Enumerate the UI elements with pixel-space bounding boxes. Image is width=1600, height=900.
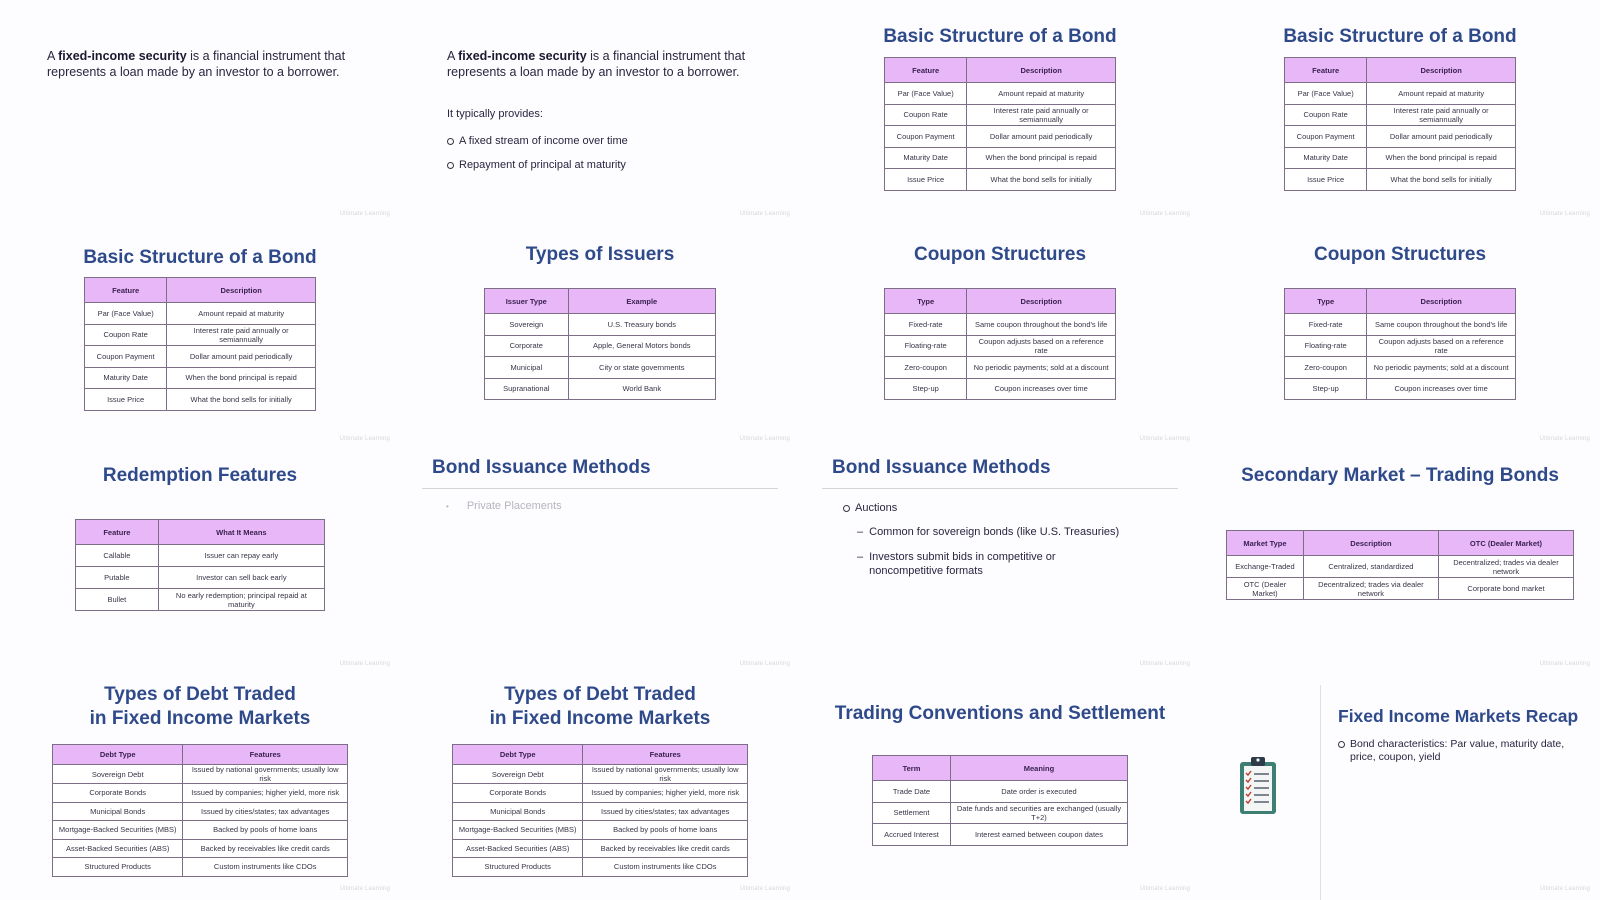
column-header: Features bbox=[583, 745, 748, 765]
table-row bbox=[873, 824, 1128, 846]
intro-paragraph: A fixed-income security is a financial instrument that represents a loan made by an investor to a borrower. bbox=[447, 49, 746, 79]
table-row bbox=[53, 784, 348, 803]
table-row bbox=[1285, 147, 1516, 169]
table-row bbox=[53, 802, 348, 821]
table-cell: Maturity Date bbox=[85, 367, 167, 389]
bullet-icon bbox=[447, 162, 454, 169]
table-cell: What the bond sells for initially bbox=[967, 169, 1116, 191]
table-row bbox=[885, 169, 1116, 191]
table-cell: Decentralized; trades via dealer network bbox=[1438, 556, 1573, 578]
table-cell: No periodic payments; sold at a discount bbox=[967, 357, 1116, 379]
table-cell: Decentralized; trades via dealer network bbox=[1303, 578, 1438, 600]
table-row bbox=[1285, 314, 1516, 336]
slide-title: Basic Structure of a Bond bbox=[883, 26, 1117, 47]
list-item: Repayment of principal at maturity bbox=[447, 159, 626, 171]
slide-debt-types-1[interactable] bbox=[0, 675, 400, 900]
table-cell: Interest earned between coupon dates bbox=[950, 824, 1127, 846]
table-cell: Municipal Bonds bbox=[53, 802, 183, 821]
watermark: Ultimate Learning bbox=[739, 211, 790, 217]
table-row bbox=[453, 839, 748, 858]
table-row bbox=[1285, 169, 1516, 191]
table-cell: Corporate Bonds bbox=[453, 784, 583, 803]
table-cell: Bullet bbox=[76, 589, 159, 611]
table-cell: Coupon Rate bbox=[885, 104, 967, 126]
column-header: Feature bbox=[885, 58, 967, 83]
slide-title: Coupon Structures bbox=[1313, 244, 1487, 265]
table-cell: Dollar amount paid periodically bbox=[167, 346, 316, 368]
table-cell: Settlement bbox=[873, 802, 951, 824]
dash-icon: – bbox=[857, 551, 864, 563]
table-cell: Corporate Bonds bbox=[53, 784, 183, 803]
table-cell: Sovereign bbox=[485, 314, 569, 336]
table-row bbox=[76, 567, 325, 589]
table-cell: Coupon adjusts based on a reference rate bbox=[1367, 335, 1516, 357]
table-cell: Interest rate paid annually or semiannually bbox=[167, 324, 316, 346]
watermark: Ultimate Learning bbox=[739, 661, 790, 667]
slide-title: Basic Structure of a Bond bbox=[1283, 26, 1517, 47]
column-header: OTC (Dealer Market) bbox=[1438, 531, 1573, 556]
table-cell: Putable bbox=[76, 567, 159, 589]
table-cell: Sovereign Debt bbox=[53, 765, 183, 784]
table-cell: When the bond principal is repaid bbox=[1367, 147, 1516, 169]
watermark: Ultimate Learning bbox=[1539, 886, 1590, 892]
table-header-row bbox=[85, 278, 316, 303]
table-cell: City or state governments bbox=[568, 357, 715, 379]
slide-bond-structure-1[interactable] bbox=[800, 0, 1200, 225]
slide-intro-2[interactable] bbox=[400, 0, 800, 225]
table-cell: Exchange-Traded bbox=[1227, 556, 1304, 578]
table-row bbox=[1285, 83, 1516, 105]
column-header: Type bbox=[1285, 289, 1367, 314]
column-header: Feature bbox=[85, 278, 167, 303]
table-row bbox=[85, 303, 316, 325]
table-cell: Issued by cities/states; tax advantages bbox=[183, 802, 348, 821]
table-row bbox=[1285, 104, 1516, 126]
table-cell: Date order is executed bbox=[950, 781, 1127, 803]
table-cell: Floating-rate bbox=[1285, 335, 1367, 357]
watermark: Ultimate Learning bbox=[339, 661, 390, 667]
watermark: Ultimate Learning bbox=[339, 436, 390, 442]
table-cell: Accrued Interest bbox=[873, 824, 951, 846]
table-cell: Issue Price bbox=[1285, 169, 1367, 191]
table-cell: U.S. Treasury bonds bbox=[568, 314, 715, 336]
slide-coupon-1[interactable] bbox=[800, 225, 1200, 450]
table-cell: Zero-coupon bbox=[885, 357, 967, 379]
table-cell: Backed by receivables like credit cards bbox=[583, 839, 748, 858]
table-header-row bbox=[485, 289, 716, 314]
slide-secondary-market[interactable] bbox=[1200, 450, 1600, 675]
slide-title: Trading Conventions and Settlement bbox=[834, 703, 1166, 724]
table-cell: Floating-rate bbox=[885, 335, 967, 357]
watermark: Ultimate Learning bbox=[339, 211, 390, 217]
table-header-row bbox=[885, 289, 1116, 314]
slide-title: Redemption Features bbox=[102, 465, 298, 486]
table-row bbox=[453, 802, 748, 821]
table-cell: Coupon Rate bbox=[1285, 104, 1367, 126]
table-row bbox=[885, 314, 1116, 336]
table-cell: Custom instruments like CDOs bbox=[183, 858, 348, 877]
table-cell: Centralized, standardized bbox=[1303, 556, 1438, 578]
column-header: Description bbox=[1367, 58, 1516, 83]
table-cell: Custom instruments like CDOs bbox=[583, 858, 748, 877]
table-row bbox=[85, 324, 316, 346]
column-header: Meaning bbox=[950, 756, 1127, 781]
table-header-row bbox=[53, 745, 348, 765]
table-row bbox=[485, 314, 716, 336]
table-row bbox=[1227, 556, 1574, 578]
table-cell: Date funds and securities are exchanged (usually T+2) bbox=[950, 802, 1127, 824]
table-cell: Mortgage-Backed Securities (MBS) bbox=[53, 821, 183, 840]
column-header: What It Means bbox=[158, 520, 324, 545]
table-row bbox=[53, 839, 348, 858]
table-cell: Coupon adjusts based on a reference rate bbox=[967, 335, 1116, 357]
slide-trading-conventions[interactable] bbox=[800, 675, 1200, 900]
table-cell: Corporate bond market bbox=[1438, 578, 1573, 600]
table-header-row bbox=[1285, 289, 1516, 314]
slide-title: Bond Issuance Methods bbox=[432, 457, 651, 478]
redemption-table bbox=[75, 519, 325, 611]
table-row bbox=[53, 821, 348, 840]
table-cell: Issued by cities/states; tax advantages bbox=[583, 802, 748, 821]
watermark: Ultimate Learning bbox=[1139, 661, 1190, 667]
table-cell: Issued by companies; higher yield, more risk bbox=[583, 784, 748, 803]
table-cell: Same coupon throughout the bond's life bbox=[967, 314, 1116, 336]
table-row bbox=[1285, 378, 1516, 400]
table-row bbox=[885, 147, 1116, 169]
slide-title: Fixed Income Markets Recap bbox=[1338, 706, 1579, 726]
table-cell: Same coupon throughout the bond's life bbox=[1367, 314, 1516, 336]
table-row bbox=[873, 781, 1128, 803]
table-cell: Investor can sell back early bbox=[158, 567, 324, 589]
table-row bbox=[85, 389, 316, 411]
table-cell: Issued by national governments; usually low risk bbox=[583, 765, 748, 784]
table-cell: Amount repaid at maturity bbox=[967, 83, 1116, 105]
table-cell: Fixed-rate bbox=[885, 314, 967, 336]
coupon-table bbox=[884, 288, 1116, 400]
table-cell: Dollar amount paid periodically bbox=[967, 126, 1116, 148]
table-header-row bbox=[453, 745, 748, 765]
table-cell: Issued by companies; higher yield, more risk bbox=[183, 784, 348, 803]
table-row bbox=[76, 589, 325, 611]
bullet-icon bbox=[447, 138, 454, 145]
table-cell: Amount repaid at maturity bbox=[167, 303, 316, 325]
slide-coupon-2[interactable] bbox=[1200, 225, 1600, 450]
table-cell: Callable bbox=[76, 545, 159, 567]
slide-intro-1[interactable] bbox=[0, 0, 400, 225]
table-row bbox=[485, 378, 716, 400]
divider bbox=[422, 488, 778, 489]
table-cell: Corporate bbox=[485, 335, 569, 357]
table-header-row bbox=[1227, 531, 1574, 556]
table-header-row bbox=[885, 58, 1116, 83]
column-header: Description bbox=[167, 278, 316, 303]
table-row bbox=[53, 858, 348, 877]
watermark: Ultimate Learning bbox=[739, 886, 790, 892]
secondary-market-table bbox=[1226, 530, 1574, 600]
table-cell: Maturity Date bbox=[885, 147, 967, 169]
table-row bbox=[885, 335, 1116, 357]
table-row bbox=[885, 126, 1116, 148]
column-header: Issuer Type bbox=[485, 289, 569, 314]
table-cell: Maturity Date bbox=[1285, 147, 1367, 169]
table-cell: Step-up bbox=[885, 378, 967, 400]
table-cell: Issue Price bbox=[85, 389, 167, 411]
table-cell: Backed by receivables like credit cards bbox=[183, 839, 348, 858]
column-header: Debt Type bbox=[53, 745, 183, 765]
table-cell: Backed by pools of home loans bbox=[183, 821, 348, 840]
table-row bbox=[485, 357, 716, 379]
table-cell: Par (Face Value) bbox=[885, 83, 967, 105]
table-cell: Par (Face Value) bbox=[85, 303, 167, 325]
bond-structure-table bbox=[1284, 57, 1516, 191]
column-header: Description bbox=[1303, 531, 1438, 556]
watermark: Ultimate Learning bbox=[339, 886, 390, 892]
list-item: • Private Placements bbox=[446, 500, 562, 512]
table-row bbox=[1285, 357, 1516, 379]
list-item: Bond characteristics: Par value, maturity date, price, coupon, yield bbox=[1338, 738, 1568, 764]
table-cell: Dollar amount paid periodically bbox=[1367, 126, 1516, 148]
list-item: – Common for sovereign bonds (like U.S. Treasuries) bbox=[857, 526, 1120, 538]
clipboard-checklist-icon bbox=[1238, 756, 1278, 816]
table-header-row bbox=[76, 520, 325, 545]
slide-recap[interactable] bbox=[1200, 675, 1600, 900]
table-row bbox=[453, 821, 748, 840]
table-cell: Structured Products bbox=[453, 858, 583, 877]
table-cell: Coupon increases over time bbox=[1367, 378, 1516, 400]
column-header: Debt Type bbox=[453, 745, 583, 765]
table-row bbox=[76, 545, 325, 567]
table-cell: Issued by national governments; usually low risk bbox=[183, 765, 348, 784]
table-cell: World Bank bbox=[568, 378, 715, 400]
table-header-row bbox=[1285, 58, 1516, 83]
table-cell: Zero-coupon bbox=[1285, 357, 1367, 379]
column-header: Features bbox=[183, 745, 348, 765]
table-cell: Step-up bbox=[1285, 378, 1367, 400]
table-cell: Mortgage-Backed Securities (MBS) bbox=[453, 821, 583, 840]
column-header: Market Type bbox=[1227, 531, 1304, 556]
table-header-row bbox=[873, 756, 1128, 781]
column-header: Example bbox=[568, 289, 715, 314]
table-cell: Asset-Backed Securities (ABS) bbox=[53, 839, 183, 858]
table-row bbox=[453, 858, 748, 877]
list-item: – Investors submit bids in competitive or noncompetitive formats bbox=[857, 551, 1056, 577]
watermark: Ultimate Learning bbox=[1539, 211, 1590, 217]
debt-types-table bbox=[52, 744, 348, 877]
table-row bbox=[885, 378, 1116, 400]
table-cell: Coupon Payment bbox=[1285, 126, 1367, 148]
slide-debt-types-2[interactable] bbox=[400, 675, 800, 900]
table-cell: Coupon increases over time bbox=[967, 378, 1116, 400]
column-header: Description bbox=[1367, 289, 1516, 314]
watermark: Ultimate Learning bbox=[739, 436, 790, 442]
slide-title: Basic Structure of a Bond bbox=[83, 247, 317, 268]
table-cell: No early redemption; principal repaid at maturity bbox=[158, 589, 324, 611]
slide-redemption[interactable] bbox=[0, 450, 400, 675]
column-header: Description bbox=[967, 289, 1116, 314]
trading-conventions-table bbox=[872, 755, 1128, 846]
bond-structure-table bbox=[84, 277, 316, 411]
slide-issuance-1[interactable] bbox=[400, 450, 800, 675]
table-row bbox=[1285, 126, 1516, 148]
table-cell: Municipal Bonds bbox=[453, 802, 583, 821]
slide-bond-structure-3[interactable] bbox=[0, 225, 400, 450]
table-cell: Backed by pools of home loans bbox=[583, 821, 748, 840]
table-row bbox=[453, 784, 748, 803]
slide-issuance-2[interactable] bbox=[800, 450, 1200, 675]
table-cell: Supranational bbox=[485, 378, 569, 400]
list-item: Auctions bbox=[843, 502, 897, 514]
table-cell: What the bond sells for initially bbox=[1367, 169, 1516, 191]
divider bbox=[822, 488, 1178, 489]
bullet-icon: • bbox=[446, 502, 449, 511]
divider bbox=[1320, 685, 1321, 900]
debt-types-table bbox=[452, 744, 748, 877]
table-cell: No periodic payments; sold at a discount bbox=[1367, 357, 1516, 379]
table-row bbox=[1285, 335, 1516, 357]
table-cell: When the bond principal is repaid bbox=[967, 147, 1116, 169]
table-cell: Trade Date bbox=[873, 781, 951, 803]
issuers-table bbox=[484, 288, 716, 400]
watermark: Ultimate Learning bbox=[1139, 886, 1190, 892]
column-header: Feature bbox=[76, 520, 159, 545]
table-cell: Interest rate paid annually or semiannually bbox=[1367, 104, 1516, 126]
table-cell: Issuer can repay early bbox=[158, 545, 324, 567]
table-row bbox=[885, 104, 1116, 126]
list-item: A fixed stream of income over time bbox=[447, 135, 628, 147]
watermark: Ultimate Learning bbox=[1539, 661, 1590, 667]
table-cell: When the bond principal is repaid bbox=[167, 367, 316, 389]
table-cell: Structured Products bbox=[53, 858, 183, 877]
slide-title: Types of Debt Traded in Fixed Income Markets bbox=[89, 684, 311, 729]
provides-label: It typically provides: bbox=[447, 108, 543, 120]
table-cell: Coupon Payment bbox=[885, 126, 967, 148]
watermark: Ultimate Learning bbox=[1139, 436, 1190, 442]
column-header: Description bbox=[967, 58, 1116, 83]
slide-title: Bond Issuance Methods bbox=[832, 457, 1051, 478]
coupon-table bbox=[1284, 288, 1516, 400]
table-cell: Interest rate paid annually or semiannually bbox=[967, 104, 1116, 126]
table-cell: Coupon Rate bbox=[85, 324, 167, 346]
dash-icon: – bbox=[857, 526, 864, 538]
bond-structure-table bbox=[884, 57, 1116, 191]
table-cell: Fixed-rate bbox=[1285, 314, 1367, 336]
slide-issuers[interactable] bbox=[400, 225, 800, 450]
table-row bbox=[485, 335, 716, 357]
intro-paragraph: A fixed-income security is a financial instrument that represents a loan made by an investor to a borrower. bbox=[47, 49, 346, 79]
table-cell: OTC (Dealer Market) bbox=[1227, 578, 1304, 600]
table-row bbox=[885, 357, 1116, 379]
table-cell: Asset-Backed Securities (ABS) bbox=[453, 839, 583, 858]
slide-bond-structure-2[interactable] bbox=[1200, 0, 1600, 225]
table-row bbox=[885, 83, 1116, 105]
column-header: Feature bbox=[1285, 58, 1367, 83]
table-cell: Par (Face Value) bbox=[1285, 83, 1367, 105]
table-row bbox=[53, 765, 348, 784]
slide-title: Types of Debt Traded in Fixed Income Markets bbox=[489, 684, 711, 729]
table-row bbox=[85, 346, 316, 368]
table-row bbox=[1227, 578, 1574, 600]
table-row bbox=[85, 367, 316, 389]
watermark: Ultimate Learning bbox=[1539, 436, 1590, 442]
table-cell: Sovereign Debt bbox=[453, 765, 583, 784]
slide-title: Coupon Structures bbox=[913, 244, 1087, 265]
table-cell: Issue Price bbox=[885, 169, 967, 191]
table-cell: Amount repaid at maturity bbox=[1367, 83, 1516, 105]
table-cell: Municipal bbox=[485, 357, 569, 379]
table-row bbox=[453, 765, 748, 784]
bullet-icon bbox=[843, 505, 850, 512]
table-cell: Apple, General Motors bonds bbox=[568, 335, 715, 357]
column-header: Term bbox=[873, 756, 951, 781]
bullet-icon bbox=[1338, 741, 1345, 748]
table-row bbox=[873, 802, 1128, 824]
table-cell: Coupon Payment bbox=[85, 346, 167, 368]
table-cell: What the bond sells for initially bbox=[167, 389, 316, 411]
slide-title: Secondary Market – Trading Bonds bbox=[1241, 465, 1559, 486]
watermark: Ultimate Learning bbox=[1139, 211, 1190, 217]
slide-title: Types of Issuers bbox=[525, 244, 675, 265]
column-header: Type bbox=[885, 289, 967, 314]
